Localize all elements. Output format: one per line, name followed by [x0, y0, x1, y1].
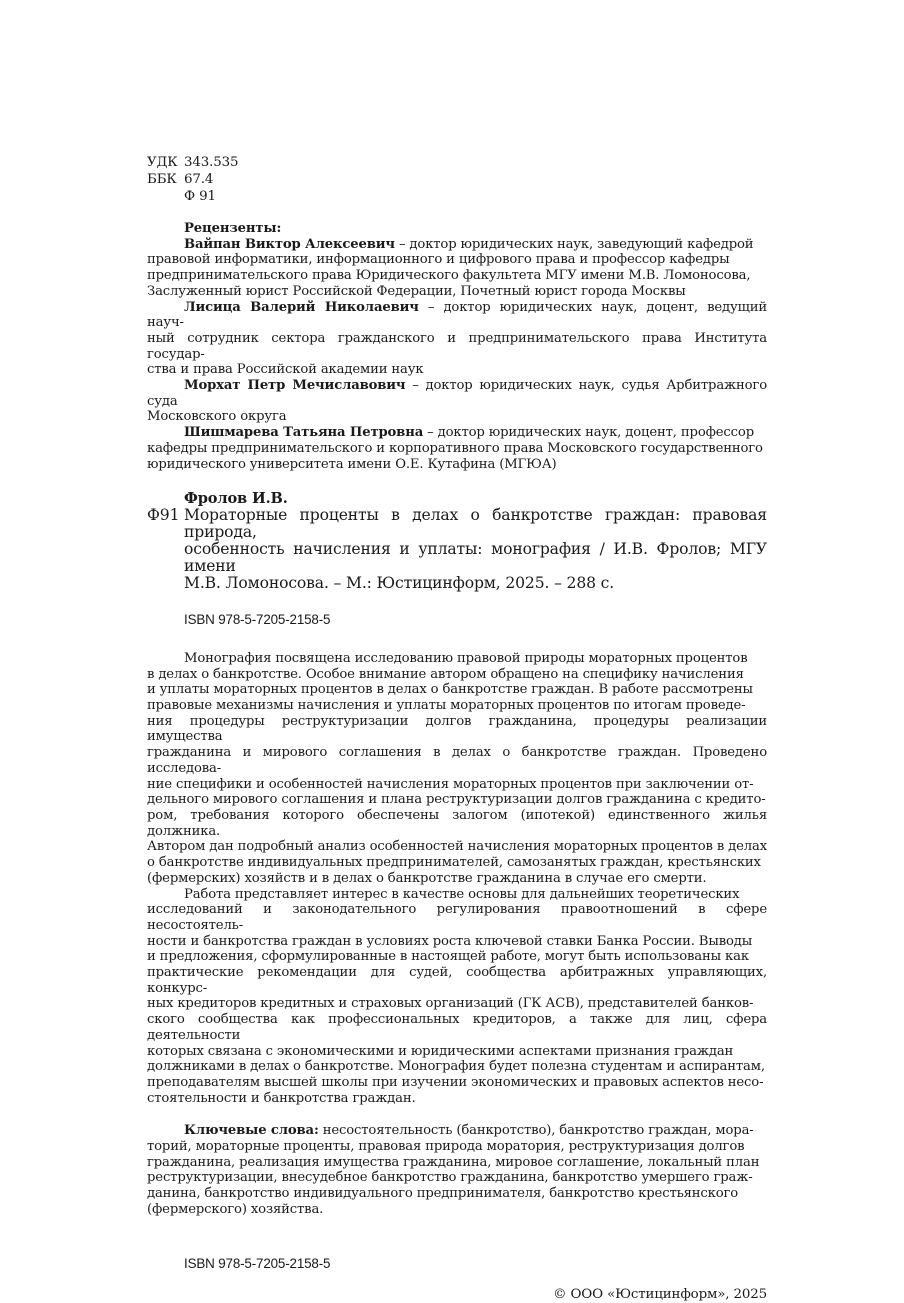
reviewer-entry: Морхат Петр Мечиславович – доктор юридических наук, судья Арбитражного суда Московского округа [147, 378, 767, 425]
keywords-label: Ключевые слова: [184, 1123, 319, 1139]
isbn-top: ISBN 978-5-7205-2158-5 [184, 612, 331, 628]
reviewers-heading: Рецензенты: [184, 221, 282, 236]
book-author: Фролов И.В. [184, 490, 288, 508]
udk-label: УДК [147, 155, 178, 170]
abstract [147, 651, 767, 1106]
reviewers-list [147, 237, 767, 473]
colophon-page [147, 154, 767, 1303]
author-mark: Ф 91 [184, 189, 216, 204]
reviewer-name: Лисица Валерий Николаевич [184, 299, 419, 315]
classification-block [147, 154, 767, 205]
bibliographic-entry [147, 507, 767, 592]
reviewer-name: Морхат Петр Мечиславович [184, 378, 406, 394]
reviewer-name: Вайпан Виктор Алексеевич [184, 236, 395, 252]
abstract-paragraph-1: Монография посвящена исследованию правовой природы мораторных процентов в делах о банкротстве. Особое внимание автором обращено на специфику начисления и уплаты мораторных процентов в делах о банкротстве граждан. В работе рассмотрены правовые механизмы начисления и уплаты мораторных процентов по итогам проведе- ния процедуры реструктуризации долгов гражданина, процедуры реализации имущества гражданина и мирового соглашения в делах о банкротстве граждан. Проведено исследова- ние специфики и особенностей начисления мораторных процентов при заключении от- дельного мирового соглашения и плана реструктуризации долгов гражданина с кредито- ром, требования которого обеспечены залогом (ипотекой) единственного жилья должника. Автором дан подробный анализ особенностей начисления мораторных процентов в делах о банкротстве индивидуальных предпринимателей, самозанятых граждан, крестьянских (фермерских) хозяйств и в делах о банкротстве гражданина в случае его смерти. [147, 650, 768, 886]
isbn-bottom: ISBN 978-5-7205-2158-5 [184, 1255, 331, 1271]
bibliographic-description: Мораторные проценты в делах о банкротстве граждан: правовая природа, особенность начисления и уплаты: монография / И.В. Фролов; МГУ имени М.В. Ломоносова. – М.: Юстицинформ, 2025. – 288 с. [184, 506, 767, 593]
author-code: Ф91 [147, 506, 180, 525]
udk-row [147, 154, 767, 171]
bbk-row [147, 171, 767, 188]
reviewer-entry: Лисица Валерий Николаевич – доктор юридических наук, доцент, ведущий науч- ный сотрудник сектора гражданского и предпринимательского права Института государ- ства и права Российской академии наук [147, 299, 768, 378]
keywords [147, 1123, 767, 1217]
bbk-label: ББК [147, 172, 177, 187]
bbk-value: 67.4 [184, 172, 214, 187]
reviewer-name: Шишмарева Татьяна Петровна [184, 425, 424, 441]
reviewer-entry: Шишмарева Татьяна Петровна – доктор юридических наук, доцент, профессор кафедры предпринимательского и корпоративного права Московского государственного юридического университета имени О.Е. Кутафина (МГЮА) [147, 425, 763, 472]
bibliographic-record [147, 490, 767, 592]
udk-value: 343.535 [184, 155, 239, 170]
abstract-paragraph-2: Работа представляет интерес в качестве основы для дальнейших теоретических исследований и законодательного регулирования правоотношений в сфере несостоятель- ности и банкротства граждан в условиях роста ключевой ставки Банка России. Выводы и предложения, сформулированные в настоящей работе, могут быть использованы как практические рекомендации для судей, сообщества арбитражных управляющих, конкурс- ных кредиторов кредитных и страховых организаций (ГК АСВ), представителей банков- ского сообщества как профессиональных кредиторов, а также для лиц, сфера деятельности которых связана с экономическими и юридическими аспектами признания граждан должниками в делах о банкротстве. Монография будет полезна студентам и аспирантам, преподавателям высшей школы при изучении экономических и правовых аспектов несо- стоятельности и банкротства граждан. [147, 886, 767, 1106]
keywords-paragraph: Ключевые слова: несостоятельность (банкротство), банкротство граждан, мора- торий, мораторные проценты, правовая природа моратория, реструктуризация долгов гражданина, реализация имущества гражданина, мировое соглашение, локальный план реструктуризации, внесудебное банкротство гражданина, банкротство умершего граж- данина, банкротство индивидуального предпринимателя, банкротство крестьянского (фермерского) хозяйства. [147, 1123, 760, 1217]
copyright: © ООО «Юстицинформ», 2025 [553, 1287, 767, 1303]
reviewer-entry: Вайпан Виктор Алексеевич – доктор юридических наук, заведующий кафедрой правовой информатики, информационного и цифрового права и профессор кафедры предпринимательского права Юридического факультета МГУ имени М.В. Ломоносова, Заслуженный юрист Российской Федерации, Почетный юрист города Москвы [147, 236, 754, 299]
